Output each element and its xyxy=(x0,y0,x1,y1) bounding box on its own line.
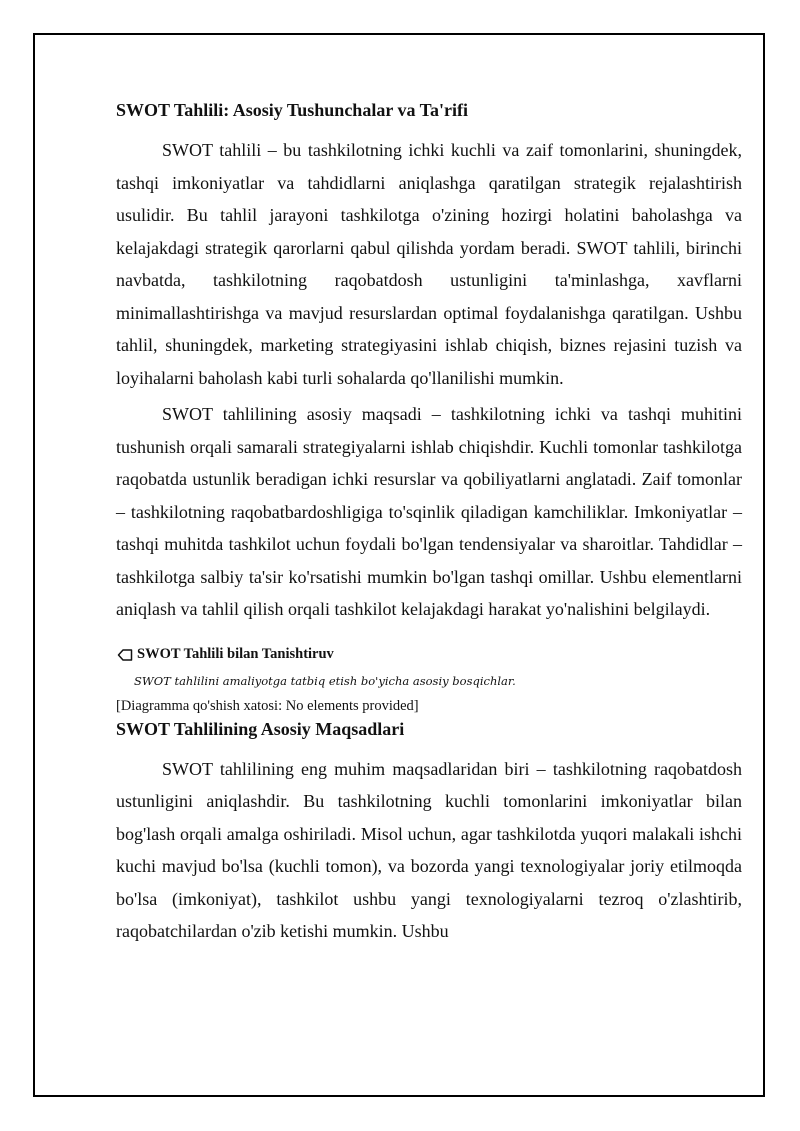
section-heading: SWOT Tahlilining Asosiy Maqsadlari xyxy=(116,718,405,739)
section-heading: SWOT Tahlili: Asosiy Tushunchalar va Ta'rifi xyxy=(116,100,469,120)
document-body xyxy=(116,98,742,952)
diagram-error-message: [Diagramma qo'shish xatosi: No elements provided] xyxy=(116,697,419,714)
body-paragraph: SWOT tahlilining eng muhim maqsadlaridan biri – tashkilotning raqobatdosh ustunligini aniqlashdir. Bu tashkilotning kuchli tomonlarini imkoniyatlar bilan bog'lash orqali amalga oshiriladi. Misol uchun, agar tashkilotda yuqori malakali ishchi kuchi mavjud bo'lsa (kuchli tomon), va bozorda yangi texnologiyalar joriy etilmoqda bo'lsa (imkoniyat), tashkilot ushbu yangi texnologiyalarni tezroq o'zlashtirib, raqobatchilardan o'zib ketishi mumkin. Ushbu xyxy=(116,758,742,941)
body-paragraph: SWOT tahlili – bu tashkilotning ichki kuchli va zaif tomonlarini, shuningdek, tashqi imkoniyatlar va tahdidlarni aniqlashga qaratilgan strategik rejalashtirish usulidir. Bu tahlil jarayoni tashkilotga o'zining hozirgi holatini baholashga va kelajakdagi strategik qarorlarni qabul qilishda yordam beradi. SWOT tahlili, birinchi navbatda, tashkilotning raqobatdosh ustunligini ta'minlashga, xavflarni minimallashtirishga va mavjud resurslardan optimal foydalanishga qaratilgan. Ushbu tahlil, shuningdek, marketing strategiyasini ishlab chiqish, biznes rejasini tuzish va loyihalarni baholash kabi turli sohalarda qo'llanilishi mumkin. xyxy=(116,140,742,388)
body-paragraph: SWOT tahlilining asosiy maqsadi – tashkilotning ichki va tashqi muhitini tushunish orqali samarali strategiyalarni ishlab chiqishdir. Kuchli tomonlar tashkilotga raqobatda ustunlik beradigan ichki resurslar va qobiliyatlarni anglatadi. Zaif tomonlar – tashkilotning raqobatbardoshligiga to'sqinlik qiladigan kamchiliklar. Imkoniyatlar – tashqi muhitda tashkilot uchun foydali bo'lgan tendensiyalar va sharoitlar. Tahdidlar – tashkilotga salbiy ta'sir ko'rsatishi mumkin bo'lgan tashqi omillar. Ushbu elementlarni aniqlash va tahlil qilish orqali tashkilot kelajakdagi harakat yo'nalishini belgilaydi. xyxy=(116,404,742,619)
diagram-subtitle: SWOT tahlilini amaliyotga tatbiq etish bo'yicha asosiy bosqichlar. xyxy=(134,673,516,688)
diagram-title-row xyxy=(116,644,742,666)
tag-icon xyxy=(117,647,133,663)
diagram-placeholder xyxy=(116,644,742,717)
diagram-title: SWOT Tahlili bilan Tanishtiruv xyxy=(137,646,334,662)
